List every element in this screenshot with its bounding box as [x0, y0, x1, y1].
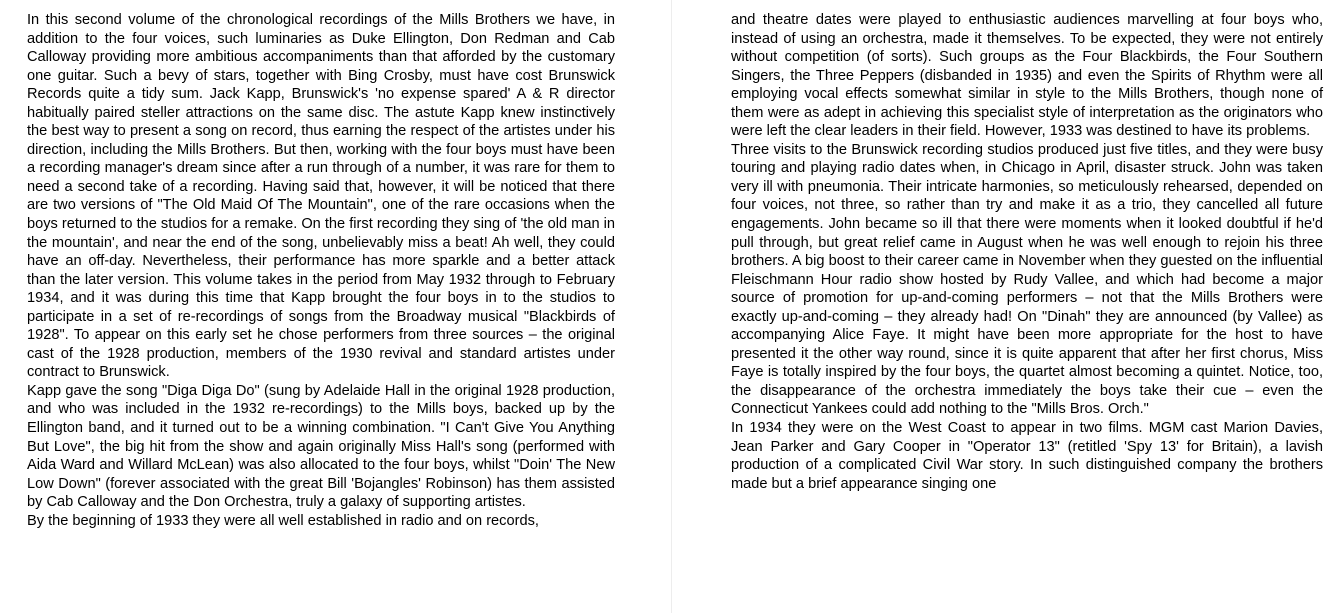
right-paragraph-1: and theatre dates were played to enthusiastic audiences marvelling at four boys who, instead of using an orchestra, made it themselves. To be expected, they were not entirely without competition (of sorts). Such groups as the Four Blackbirds, the Four Southern Singers, the Three Peppers (disbanded in 1935) and even the Spirits of Rhythm were all employing vocal effects somewhat similar in style to the Mills Brothers, though none of them were as adept in achieving this specialist style of interpretation as the originators who were left the clear leaders in their field. However, 1933 was destined to have its problems. [731, 12, 1323, 140]
left-text-column [27, 11, 615, 530]
left-paragraph-1: In this second volume of the chronological recordings of the Mills Brothers we have, in addition to the four voices, such luminaries as Duke Ellington, Don Redman and Cab Calloway providing more ambitious accompaniments than that afforded by the customary one guitar. Such a bevy of stars, together with Bing Crosby, must have cost Brunswick Records quite a tidy sum. Jack Kapp, Brunswick's 'no expense spared' A & R director habitually paired steller attractions on the same disc. The astute Kapp knew instinctively the best way to present a song on record, thus earning the respect of the artistes under his direction, including the Mills Brothers. But then, working with the four boys must have been a recording manager's dream since after a run through of a number, it was rare for them to need a second take of a recording. Having said that, however, it will be noticed that there are two versions of "The Old Maid Of The Mountain", one of the rare occasions when the boys returned to the studios for a remake. On the first recording they sing of 'the old man in the mountain', and near the end of the song, unbelievably miss a beat! Ah well, they could have an off-day. Nevertheless, their performance has more sparkle and a better attack than the later version. This volume takes in the period from May 1932 through to February 1934, and it was during this time that Kapp brought the four boys in to the studios to participate in a set of re-recordings of songs from the Broadway musical "Blackbirds of 1928". To appear on this early set he chose performers from three sources – the original cast of the 1928 production, members of the 1930 revival and standard artistes under contract to Brunswick. [27, 12, 615, 381]
right-paragraph-3: In 1934 they were on the West Coast to appear in two films. MGM cast Marion Davies, Jean Parker and Gary Cooper in "Operator 13" (retitled 'Spy 13' for Britain), a lavish production of a complicated Civil War story. In such distinguished company the brothers made but a brief appearance singing one [731, 420, 1323, 492]
right-paragraph-2: Three visits to the Brunswick recording studios produced just five titles, and they were busy touring and playing radio dates when, in Chicago in April, disaster struck. John was taken very ill with pneumonia. Their intricate harmonies, so meticulously rehearsed, depended on four voices, not three, so rather than try and make it as a trio, they cancelled all future engagements. John became so ill that there were moments when it looked doubtful if he'd pull through, but great relief came in August when he was well enough to rejoin his three brothers. A big boost to their career came in November when they guested on the influential Fleischmann Hour radio show hosted by Rudy Vallee, and which had become a major source of promotion for up-and-coming performers – not that the Mills Brothers were exactly up-and-coming – they already had! On "Dinah" they are announced (by Vallee) as accompanying Alice Faye. It might have been more appropriate for the host to have presented it the other way round, since it is quite apparent that after her first chorus, Miss Faye is totally inspired by the four boys, the quartet almost becoming a quintet. Notice, too, the disappearance of the orchestra immediately the boys take their cue – even the Connecticut Yankees could add nothing to the "Mills Bros. Orch." [731, 141, 1323, 418]
left-paragraph-3: By the beginning of 1933 they were all well established in radio and on records, [27, 512, 539, 529]
right-text-column [731, 11, 1323, 493]
right-page [672, 0, 1344, 613]
left-paragraph-2: Kapp gave the song "Diga Diga Do" (sung by Adelaide Hall in the original 1928 production, and who was included in the 1932 re-recordings) to the Mills boys, backed up by the Ellington band, and it turned out to be a winning combination. "I Can't Give You Anything But Love", the big hit from the show and again originally Miss Hall's song (performed with Aida Ward and Willard McLean) was also allocated to the four boys, whilst "Doin' The New Low Down" (forever associated with the great Bill 'Bojangles' Robinson) has them assisted by Cab Calloway and the Don Orchestra, truly a galaxy of supporting artistes. [27, 382, 615, 511]
